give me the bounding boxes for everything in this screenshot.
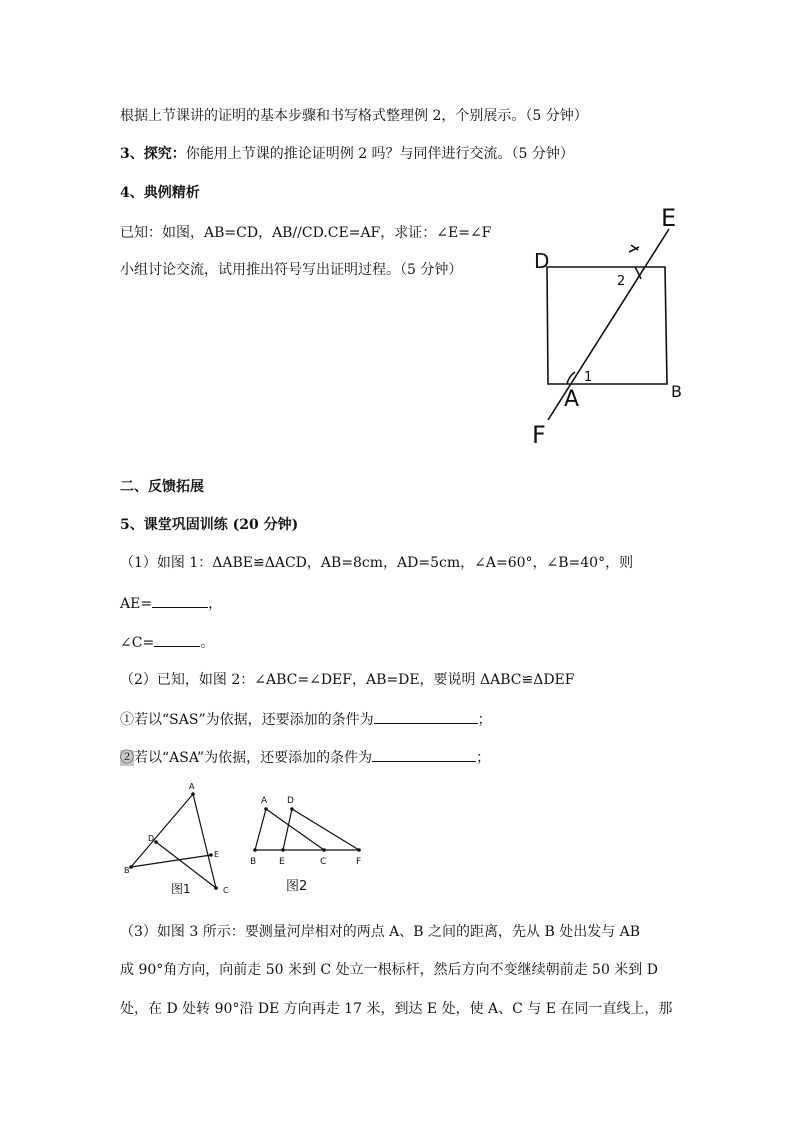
fig2-label-C: C xyxy=(320,857,327,867)
fig1-caption: 图1 xyxy=(171,882,191,896)
fig1-label-B: B xyxy=(124,866,130,875)
question-2-asa: ②若以“ASA”为依据，还要添加的条件为 ； xyxy=(120,747,490,768)
part-2-heading: 二、反馈拓展 xyxy=(120,479,204,495)
text-line-1: 根据上节课讲的证明的基本步骤和书写格式整理例 2，个别展示。（5 分钟） xyxy=(120,108,588,124)
fig2-label-A: A xyxy=(261,796,268,806)
fig2-label-F: F xyxy=(356,857,362,867)
answer-blank-ae[interactable] xyxy=(152,593,208,608)
fig2-label-D: D xyxy=(287,796,294,806)
section-5-heading: 5、课堂巩固训练 (20 分钟) xyxy=(120,517,299,533)
fig1-label-A: A xyxy=(189,782,195,791)
section-3-body: 你能用上节课的推论证明例 2 吗？与同伴进行交流。（5 分钟） xyxy=(185,146,574,162)
question-1: （1）如图 1：ΔABE≌ΔACD，AB=8cm，AD=5cm，∠A=60°，∠B=40°，则 xyxy=(120,555,634,571)
fig2-label-E: E xyxy=(279,857,285,867)
text-line-given: 已知：如图，AB=CD，AB//CD.CE=AF，求证：∠E=∠F xyxy=(120,225,492,241)
label-angle-2: 2 xyxy=(617,274,626,289)
label-F: F xyxy=(532,421,546,449)
fig1-label-E: E xyxy=(214,850,220,859)
fig1-label-C: C xyxy=(223,886,229,895)
label-B: B xyxy=(671,382,682,401)
question-2: （2）已知，如图 2：∠ABC=∠DEF，AB=DE，要说明 ΔABC≌ΔDEF xyxy=(120,672,575,688)
circled-1: ① xyxy=(120,712,134,728)
text-line-2 xyxy=(120,144,574,164)
question-1-blank-c: ∠C= 。 xyxy=(120,632,214,653)
label-angle-1: 1 xyxy=(584,370,593,385)
answer-blank-c[interactable] xyxy=(154,632,200,647)
circled-2: ② xyxy=(120,750,134,766)
fig2-caption: 图2 xyxy=(286,879,308,894)
section-4-heading: 4、典例精析 xyxy=(120,185,200,201)
answer-blank-asa[interactable] xyxy=(372,747,476,762)
question-3-line-3: 处，在 D 处转 90°沿 DE 方向再走 17 米，到达 E 处，使 A、C 与 E 在同一直线上，那 xyxy=(120,1001,673,1017)
fig2-label-B: B xyxy=(250,857,257,867)
question-1-blank-ae: AE= ， xyxy=(120,593,222,614)
fig1-label-D: D xyxy=(148,834,155,843)
label-A: A xyxy=(564,387,580,412)
question-3-line-1: （3）如图 3 所示：要测量河岸相对的两点 A、B 之间的距离，先从 B 处出发与 AB xyxy=(120,924,641,940)
question-3-line-2: 成 90°角方向，向前走 50 米到 C 处立一根标杆，然后方向不变继续朝前走 50 米到 D xyxy=(120,962,658,978)
label-E: E xyxy=(661,204,677,232)
question-2-sas: ①若以“SAS”为依据，还要添加的条件为 ； xyxy=(120,709,492,730)
answer-blank-sas[interactable] xyxy=(374,709,478,724)
section-3-heading: 3、探究： xyxy=(120,146,186,162)
text-line-discuss: 小组讨论交流，试用推出符号写出证明过程。（5 分钟） xyxy=(120,262,463,278)
figure-2 xyxy=(244,790,374,900)
figure-1 xyxy=(118,780,248,900)
main-geometry-figure xyxy=(528,200,688,450)
label-D: D xyxy=(534,249,550,273)
